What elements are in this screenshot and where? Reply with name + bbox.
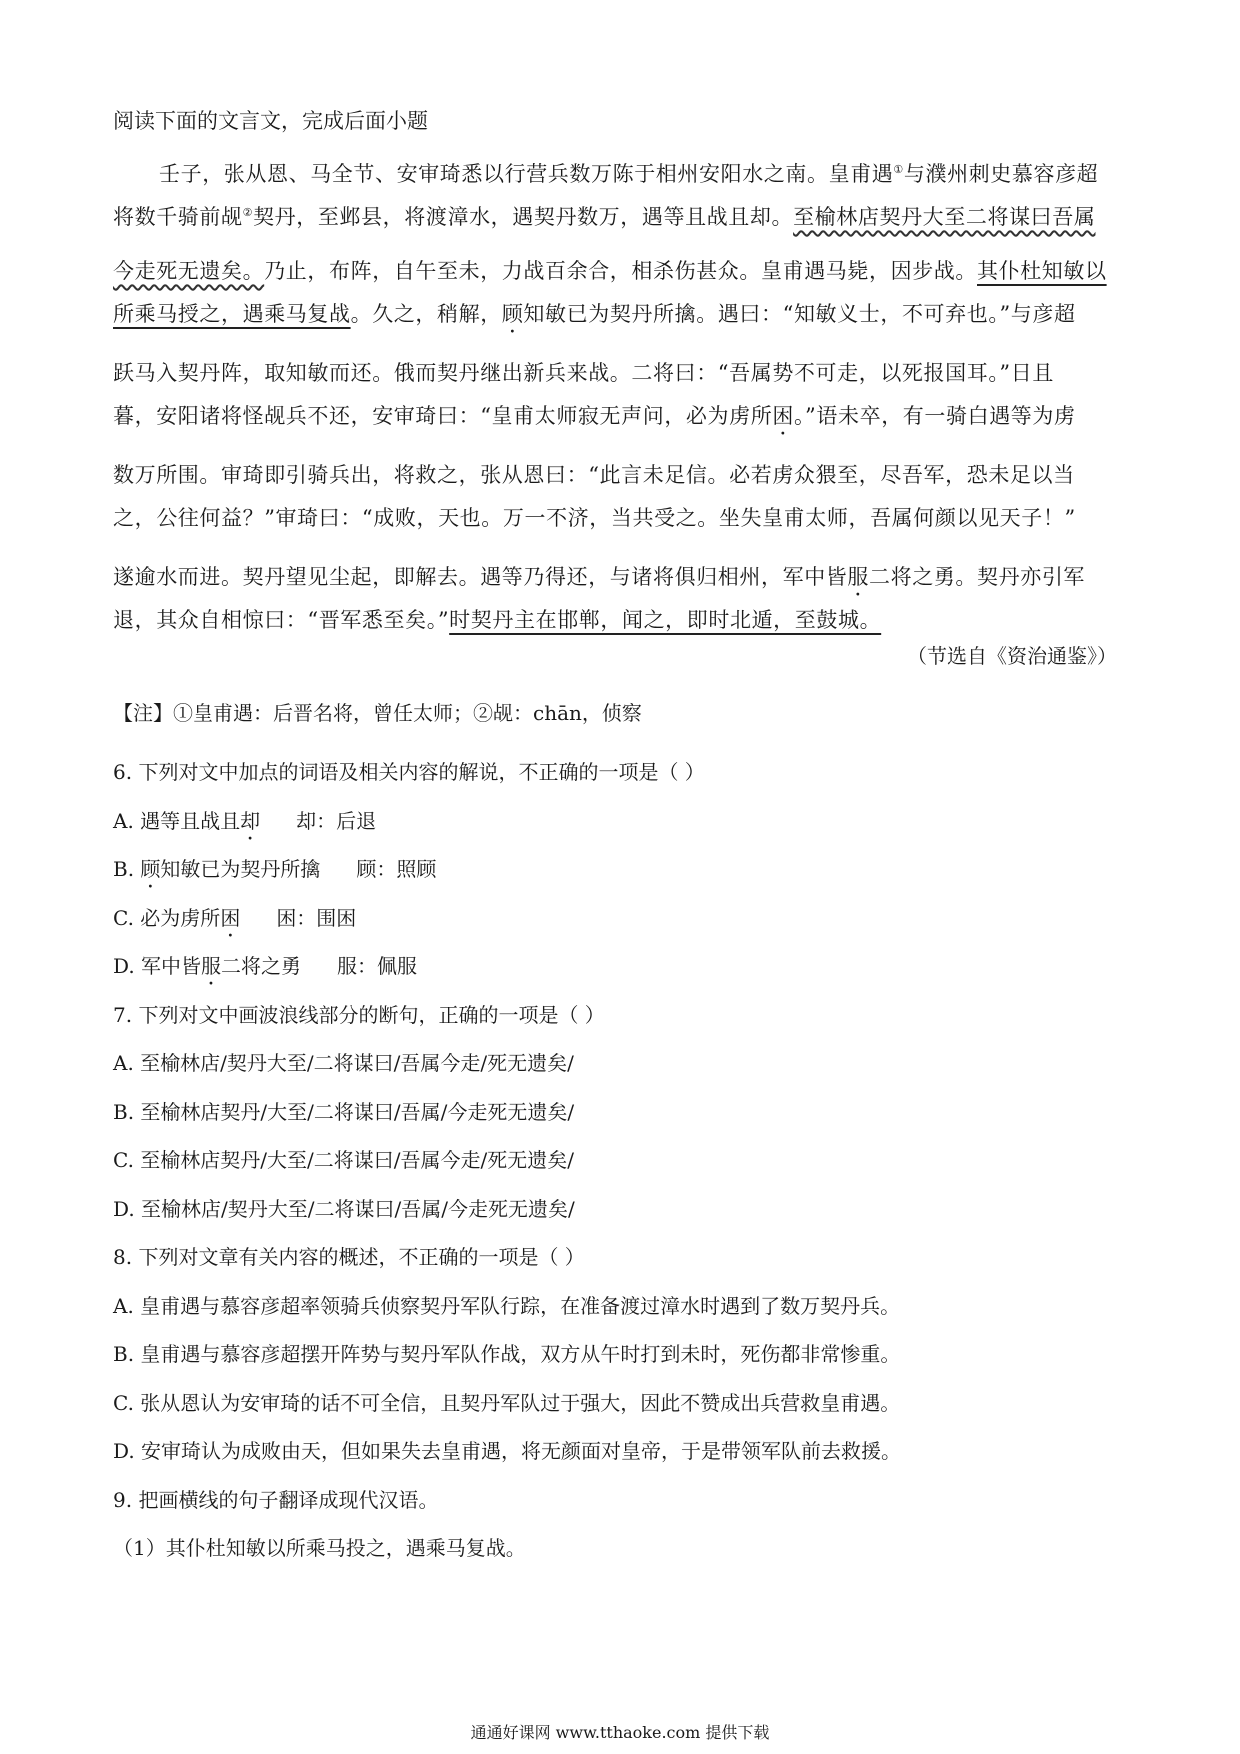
passage-line: 数万所围。审琦即引骑兵出，将救之，张从恩曰：“此言未足信。必若虏众猥至，尽吾军，恐未足以当	[113, 463, 1075, 487]
question-7-option-d: D. 至榆林店/契丹大至/二将谋曰/吾属/今走死无遗矣/	[113, 1196, 575, 1221]
question-6-option-a: A. 遇等且战且却 却：后退	[113, 808, 377, 833]
dotted-word: 困	[220, 905, 241, 930]
footnote-marker: ①	[893, 163, 904, 176]
wavy-underlined-text: 至榆林店契丹大至二将谋曰吾属	[793, 205, 1096, 229]
question-8-option-d: D. 安审琦认为成败由天，但如果失去皇甫遇，将无颜面对皇帝，于是带领军队前去救援。	[113, 1439, 902, 1463]
passage-line: 之，公往何益？”审琦曰：“成败，天也。万一不济，当共受之。坐失皇甫太师，吾属何颜以见天子！”	[113, 506, 1076, 530]
reading-instruction: 阅读下面的文言文，完成后面小题	[113, 109, 428, 133]
question-7-stem: 7. 下列对文中画波浪线部分的断句，正确的一项是（ ）	[113, 1002, 605, 1027]
wavy-underlined-text: 今走死无遗矣。	[113, 259, 265, 283]
dotted-word: 却	[240, 808, 261, 833]
passage-source: （节选自《资治通鉴》）	[907, 644, 1117, 668]
dotted-word: 服	[201, 954, 222, 978]
questions-section	[113, 748, 1123, 1573]
underlined-sentence: 所乘马授之，遇乘马复战	[113, 302, 351, 326]
question-8-option-c: C. 张从恩认为安审琦的话不可全信，且契丹军队过于强大，因此不赞成出兵营救皇甫遇。	[113, 1390, 901, 1415]
question-9-sentence-1: （1）其仆杜知敏以所乘马投之，遇乘马复战。	[113, 1536, 526, 1560]
passage-line: 将数千骑前觇②契丹，至邺县，将渡漳水，遇契丹数万，遇等且战且却。至榆林店契丹大至二将谋曰吾属	[113, 205, 1096, 229]
page-footer: 通通好课网 www.tthaoke.com 提供下载	[470, 1723, 770, 1742]
question-8-option-a: A. 皇甫遇与慕容彦超率领骑兵侦察契丹军队行踪，在准备渡过漳水时遇到了数万契丹兵。	[113, 1293, 901, 1318]
question-6-option-c: C. 必为虏所困 困：围困	[113, 905, 357, 930]
question-8-stem: 8. 下列对文章有关内容的概述，不正确的一项是（ ）	[113, 1245, 585, 1269]
passage-line: 所乘马授之，遇乘马复战。久之，稍解，顾知敏已为契丹所擒。遇曰：“知敏义士，不可弃也。”与彦超	[113, 302, 1076, 326]
passage-line: 跃马入契丹阵，取知敏而还。俄而契丹继出新兵来战。二将曰：“吾属势不可走，以死报国耳。”日且	[113, 361, 1054, 385]
passage-line: 今走死无遗矣。乃止，布阵，自午至未，力战百余合，相杀伤甚众。皇甫遇马毙，因步战。其仆杜知敏以	[113, 259, 1107, 283]
passage-line: 退，其众自相惊曰：“晋军悉至矣。”时契丹主在邯郸，闻之，即时北遁，至鼓城。	[113, 608, 882, 632]
question-7-option-b: B. 至榆林店契丹/大至/二将谋曰/吾属/今走死无遗矣/	[113, 1099, 575, 1124]
dotted-word: 服	[847, 565, 870, 589]
dotted-word: 顾	[140, 857, 161, 881]
passage-line: 遂逾水而进。契丹望见尘起，即解去。遇等乃得还，与诸将俱归相州，军中皆服二将之勇。契丹亦引军	[113, 565, 1086, 589]
question-6-stem: 6. 下列对文中加点的词语及相关内容的解说，不正确的一项是（ ）	[113, 760, 705, 784]
classical-passage	[113, 148, 1123, 642]
question-8-option-b: B. 皇甫遇与慕容彦超摆开阵势与契丹军队作战，双方从午时打到未时，死伤都非常惨重。	[113, 1342, 901, 1366]
question-6-option-d: D. 军中皆服二将之勇 服：佩服	[113, 954, 418, 978]
footnote-marker: ②	[242, 206, 254, 219]
question-6-option-b: B. 顾知敏已为契丹所擒 顾：照顾	[113, 857, 437, 881]
question-7-option-c: C. 至榆林店契丹/大至/二将谋曰/吾属今走/死无遗矣/	[113, 1148, 574, 1172]
underlined-sentence: 时契丹主在邯郸，闻之，即时北遁，至鼓城。	[449, 608, 882, 632]
question-7-option-a: A. 至榆林店/契丹大至/二将谋曰/吾属今走/死无遗矣/	[113, 1051, 574, 1075]
dotted-word: 顾	[501, 302, 524, 326]
passage-line: 暮，安阳诸将怪觇兵不还，安审琦曰：“皇甫太师寂无声问，必为虏所困。”语未卒，有一骑白遇等为虏	[113, 404, 1076, 428]
dotted-word: 困	[772, 404, 794, 428]
passage-line: 壬子，张从恩、马全节、安审琦悉以行营兵数万陈于相州安阳水之南。皇甫遇①与濮州刺史慕容彦超	[159, 162, 1099, 186]
question-9-stem: 9. 把画横线的句子翻译成现代汉语。	[113, 1487, 439, 1512]
underlined-sentence: 其仆杜知敏以	[977, 259, 1107, 283]
annotation-note: 【注】①皇甫遇：后晋名将，曾任太师；②觇：chān，侦察	[113, 701, 642, 725]
